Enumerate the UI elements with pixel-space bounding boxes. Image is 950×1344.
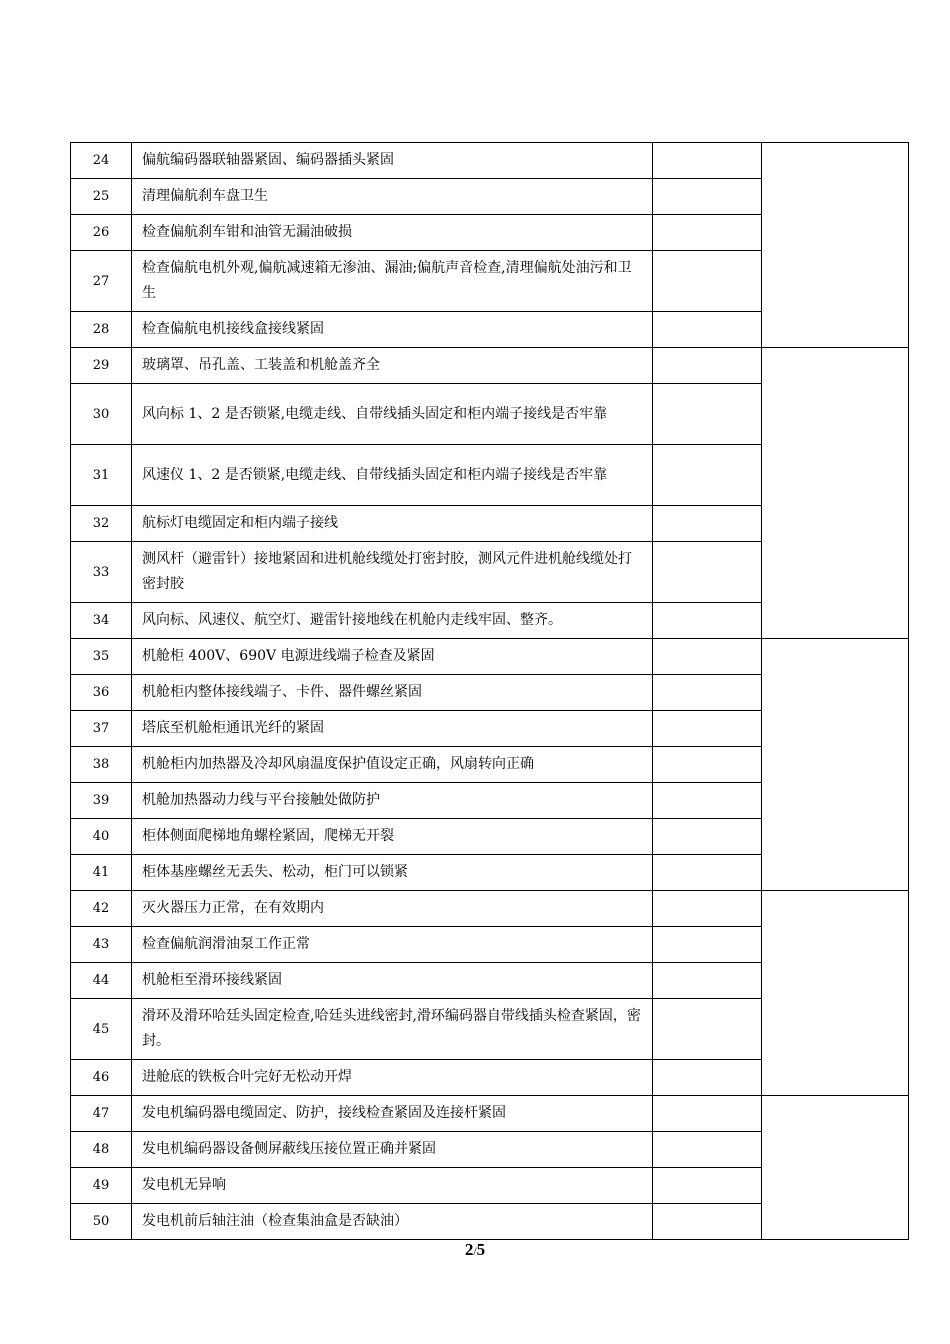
row-number: 29 — [71, 348, 132, 384]
row-number: 45 — [71, 999, 132, 1060]
check-item-text: 柜体侧面爬梯地角螺栓紧固，爬梯无开裂 — [132, 819, 653, 855]
row-number: 49 — [71, 1168, 132, 1204]
row-number: 35 — [71, 639, 132, 675]
check-result-cell[interactable] — [653, 819, 762, 855]
group-remark-cell[interactable] — [762, 348, 909, 639]
check-item-text: 风向标 1、2 是否锁紧,电缆走线、自带线插头固定和柜内端子接线是否牢靠 — [132, 384, 653, 445]
check-item-text: 进舱底的铁板合叶完好无松动开焊 — [132, 1060, 653, 1096]
check-item-text: 测风杆（避雷针）接地紧固和进机舱线缆处打密封胶，测风元件进机舱线缆处打密封胶 — [132, 542, 653, 603]
check-result-cell[interactable] — [653, 999, 762, 1060]
check-result-cell[interactable] — [653, 639, 762, 675]
group-remark-cell[interactable] — [762, 143, 909, 348]
check-result-cell[interactable] — [653, 1204, 762, 1240]
check-item-text: 风向标、风速仪、航空灯、避雷针接地线在机舱内走线牢固、整齐。 — [132, 603, 653, 639]
table-row — [71, 348, 909, 384]
check-result-cell[interactable] — [653, 506, 762, 542]
check-item-text: 机舱柜内加热器及冷却风扇温度保护值设定正确，风扇转向正确 — [132, 747, 653, 783]
check-result-cell[interactable] — [653, 179, 762, 215]
check-item-text: 清理偏航刹车盘卫生 — [132, 179, 653, 215]
check-item-text: 发电机前后轴注油（检查集油盒是否缺油） — [132, 1204, 653, 1240]
check-result-cell[interactable] — [653, 143, 762, 179]
check-result-cell[interactable] — [653, 783, 762, 819]
check-item-text: 检查偏航润滑油泵工作正常 — [132, 927, 653, 963]
row-number: 50 — [71, 1204, 132, 1240]
row-number: 25 — [71, 179, 132, 215]
row-number: 28 — [71, 312, 132, 348]
group-remark-cell[interactable] — [762, 1096, 909, 1240]
row-number: 42 — [71, 891, 132, 927]
checklist-table — [70, 142, 909, 1240]
row-number: 46 — [71, 1060, 132, 1096]
row-number: 34 — [71, 603, 132, 639]
page-total: 5 — [476, 1240, 486, 1259]
check-item-text: 机舱加热器动力线与平台接触处做防护 — [132, 783, 653, 819]
row-number: 24 — [71, 143, 132, 179]
check-item-text: 检查偏航刹车钳和油管无漏油破损 — [132, 215, 653, 251]
page-separator: / — [473, 1244, 477, 1258]
row-number: 48 — [71, 1132, 132, 1168]
check-item-text: 玻璃罩、吊孔盖、工装盖和机舱盖齐全 — [132, 348, 653, 384]
row-number: 39 — [71, 783, 132, 819]
row-number: 43 — [71, 927, 132, 963]
check-item-text: 塔底至机舱柜通讯光纤的紧固 — [132, 711, 653, 747]
check-result-cell[interactable] — [653, 891, 762, 927]
check-result-cell[interactable] — [653, 445, 762, 506]
row-number: 27 — [71, 251, 132, 312]
check-result-cell[interactable] — [653, 855, 762, 891]
group-remark-cell[interactable] — [762, 891, 909, 1096]
row-number: 31 — [71, 445, 132, 506]
table-row — [71, 891, 909, 927]
check-result-cell[interactable] — [653, 542, 762, 603]
group-remark-cell[interactable] — [762, 639, 909, 891]
check-result-cell[interactable] — [653, 312, 762, 348]
table-row — [71, 639, 909, 675]
check-result-cell[interactable] — [653, 747, 762, 783]
check-item-text: 机舱柜内整体接线端子、卡件、器件螺丝紧固 — [132, 675, 653, 711]
check-result-cell[interactable] — [653, 384, 762, 445]
page-current: 2 — [464, 1240, 474, 1259]
row-number: 32 — [71, 506, 132, 542]
table-row — [71, 1096, 909, 1132]
check-item-text: 检查偏航电机接线盒接线紧固 — [132, 312, 653, 348]
check-result-cell[interactable] — [653, 1132, 762, 1168]
row-number: 37 — [71, 711, 132, 747]
check-result-cell[interactable] — [653, 1060, 762, 1096]
check-item-text: 灭火器压力正常，在有效期内 — [132, 891, 653, 927]
table-row — [71, 143, 909, 179]
check-result-cell[interactable] — [653, 251, 762, 312]
check-result-cell[interactable] — [653, 1096, 762, 1132]
checklist-body — [71, 143, 909, 1240]
row-number: 44 — [71, 963, 132, 999]
row-number: 33 — [71, 542, 132, 603]
check-item-text: 检查偏航电机外观,偏航减速箱无渗油、漏油;偏航声音检查,清理偏航处油污和卫生 — [132, 251, 653, 312]
row-number: 40 — [71, 819, 132, 855]
check-result-cell[interactable] — [653, 348, 762, 384]
page-number — [0, 1240, 950, 1260]
row-number: 30 — [71, 384, 132, 445]
check-result-cell[interactable] — [653, 963, 762, 999]
check-result-cell[interactable] — [653, 1168, 762, 1204]
check-item-text: 滑环及滑环哈廷头固定检查,哈廷头进线密封,滑环编码器自带线插头检查紧固，密封。 — [132, 999, 653, 1060]
row-number: 38 — [71, 747, 132, 783]
check-item-text: 机舱柜至滑环接线紧固 — [132, 963, 653, 999]
check-result-cell[interactable] — [653, 711, 762, 747]
check-result-cell[interactable] — [653, 927, 762, 963]
check-result-cell[interactable] — [653, 215, 762, 251]
row-number: 26 — [71, 215, 132, 251]
row-number: 41 — [71, 855, 132, 891]
check-item-text: 机舱柜 400V、690V 电源进线端子检查及紧固 — [132, 639, 653, 675]
check-result-cell[interactable] — [653, 603, 762, 639]
check-result-cell[interactable] — [653, 675, 762, 711]
check-item-text: 发电机编码器电缆固定、防护，接线检查紧固及连接杆紧固 — [132, 1096, 653, 1132]
row-number: 47 — [71, 1096, 132, 1132]
check-item-text: 航标灯电缆固定和柜内端子接线 — [132, 506, 653, 542]
check-item-text: 柜体基座螺丝无丢失、松动，柜门可以锁紧 — [132, 855, 653, 891]
check-item-text: 发电机编码器设备侧屏蔽线压接位置正确并紧固 — [132, 1132, 653, 1168]
row-number: 36 — [71, 675, 132, 711]
check-item-text: 风速仪 1、2 是否锁紧,电缆走线、自带线插头固定和柜内端子接线是否牢靠 — [132, 445, 653, 506]
check-item-text: 发电机无异响 — [132, 1168, 653, 1204]
check-item-text: 偏航编码器联轴器紧固、编码器插头紧固 — [132, 143, 653, 179]
